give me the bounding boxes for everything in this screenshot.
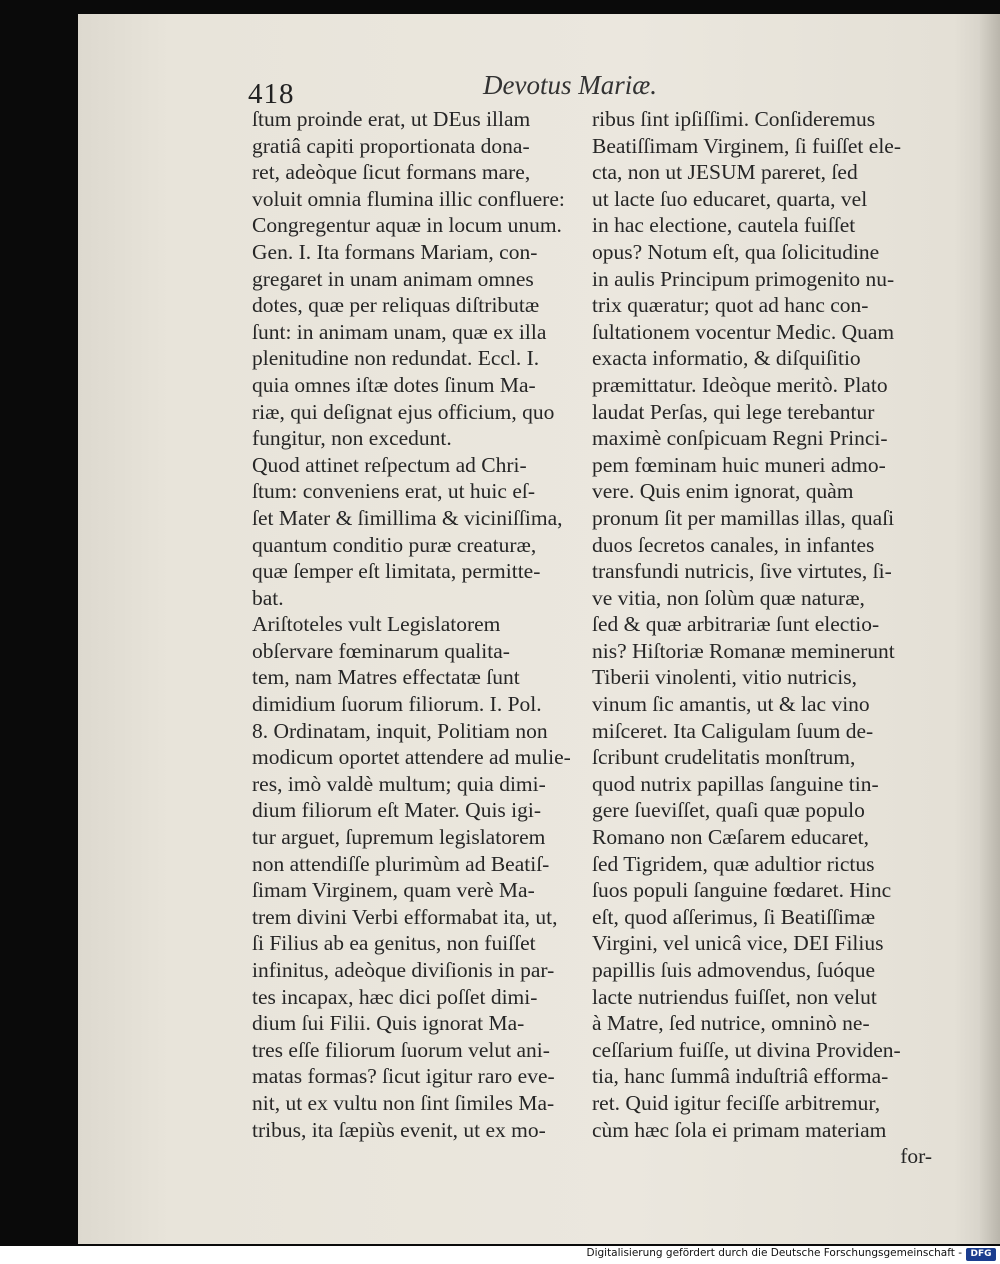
text-line: papillis ſuis admovendus, ſuóque (592, 958, 876, 982)
text-line: tur arguet, ſupremum legislatorem (252, 825, 546, 850)
text-line: ſcribunt crudelitatis monſtrum, (592, 745, 856, 770)
text-line: ſtum proinde erat, ut DEus illam (252, 107, 531, 131)
text-line: Ariſtoteles vult Legislatorem (252, 612, 501, 637)
text-line: gratiâ capiti proportionata dona- (252, 133, 530, 158)
catchword: for- (900, 1144, 932, 1169)
text-line: duos ſecretos canales, in infantes (592, 532, 875, 557)
text-line: Gen. I. Ita formans Mariam, con- (252, 239, 538, 264)
page-edge-shadow (980, 14, 1000, 1244)
text-line: ſed & quæ arbitrariæ ſunt electio- (592, 612, 880, 637)
text-line: 8. Ordinatam, inquit, Politiam non (252, 718, 548, 743)
text-line: exacta informatio, & diſquiſitio (592, 346, 861, 371)
text-line: non attendiſſe plurimùm ad Beatiſ- (252, 851, 550, 876)
text-line: nit, ut ex vultu non ſint ſimiles Ma- (252, 1090, 555, 1115)
right-text-column (592, 106, 932, 1170)
text-line: quod nutrix papillas ſanguine tin- (592, 771, 879, 796)
page-number: 418 (248, 78, 295, 110)
text-line: gregaret in unam animam omnes (252, 266, 534, 291)
text-line: maximè conſpicuam Regni Princi- (592, 426, 888, 451)
text-line: dium filiorum eſt Mater. Quis igi- (252, 798, 542, 823)
text-line: riæ, qui deſignat ejus officium, quo (252, 399, 555, 424)
text-line: præmittatur. Ideòque meritò. Plato (592, 372, 888, 397)
text-line: nis? Hiſtoriæ Romanæ meminerunt (592, 638, 895, 663)
text-line: tia, hanc ſummâ induſtriâ efforma- (592, 1064, 889, 1089)
text-line: ribus ſint ipſiſſimi. Conſideremus (592, 107, 876, 131)
text-line: dium ſui Filii. Quis ignorat Ma- (252, 1011, 525, 1036)
text-line: infinitus, adeòque diviſionis in par- (252, 958, 555, 982)
text-line: res, imò valdè multum; quia dimi- (252, 771, 546, 796)
text-line: vere. Quis enim ignorat, quàm (592, 479, 854, 504)
text-line: dimidium ſuorum filiorum. I. Pol. (252, 692, 542, 717)
text-line: in aulis Principum primogenito nu- (592, 266, 895, 291)
text-line: tes incapax, hæc dici poſſet dimi- (252, 984, 538, 1009)
text-line: voluit omnia flumina illic confluere: (252, 186, 565, 211)
running-head: Devotus Mariæ. (483, 70, 657, 100)
text-line: tem, nam Matres effectatæ ſunt (252, 665, 520, 690)
text-line: ret, adeòque ſicut formans mare, (252, 160, 531, 185)
text-line: miſceret. Ita Caligulam ſuum de- (592, 718, 874, 743)
text-line: Romano non Cæſarem educaret, (592, 825, 870, 850)
text-line: quæ ſemper eſt limitata, permitte- (252, 559, 541, 584)
text-line: ret. Quid igitur feciſſe arbitremur, (592, 1090, 881, 1115)
text-line: ſultationem vocentur Medic. Quam (592, 319, 895, 344)
text-line: ſet Mater & ſimillima & viciniſſima, (252, 505, 563, 530)
text-line: Beatiſſimam Virginem, ſi fuiſſet ele- (592, 133, 901, 158)
text-line: bat. (252, 585, 284, 610)
text-line: gere ſueviſſet, quaſi quæ populo (592, 798, 865, 823)
text-line: opus? Notum eſt, qua ſolicitudine (592, 239, 880, 264)
text-line: tres eſſe filiorum ſuorum velut ani- (252, 1037, 550, 1062)
dfg-logo: DFG (966, 1248, 996, 1261)
text-line: lacte nutriendus fuiſſet, non velut (592, 984, 877, 1009)
text-line: laudat Perſas, qui lege terebantur (592, 399, 875, 424)
text-line: ve vitia, non ſolùm quæ naturæ, (592, 585, 865, 610)
text-line: tribus, ita ſæpiùs evenit, ut ex mo- (252, 1117, 546, 1142)
text-line: Tiberii vinolenti, vitio nutricis, (592, 665, 857, 690)
text-line: pem fœminam huic muneri admo- (592, 452, 886, 477)
text-line: ſed Tigridem, quæ adultior rictus (592, 851, 875, 876)
text-line: eſt, quod aſſerimus, ſi Beatiſſimæ (592, 904, 876, 929)
text-line: quia omnes iſtæ dotes ſinum Ma- (252, 372, 536, 397)
text-line: dotes, quæ per reliquas diſtributæ (252, 293, 540, 318)
text-line: vinum ſic amantis, ut & lac vino (592, 692, 870, 717)
text-line: matas formas? ſicut igitur raro eve- (252, 1064, 555, 1089)
text-line: cta, non ut JESUM pareret, ſed (592, 160, 858, 185)
text-line: plenitudine non redundat. Eccl. I. (252, 346, 540, 371)
text-line: à Matre, ſed nutrice, omninò ne- (592, 1011, 870, 1036)
left-text-column (252, 106, 578, 1143)
text-line: transfundi nutricis, ſive virtutes, ſi- (592, 559, 892, 584)
funding-credit: Digitalisierung gefördert durch die Deutsche Forschungsgemeinschaft - (586, 1247, 962, 1259)
text-line: Quod attinet reſpectum ad Chri- (252, 452, 527, 477)
text-line: ut lacte ſuo educaret, quarta, vel (592, 186, 868, 211)
text-line: in hac electione, cautela fuiſſet (592, 213, 856, 238)
text-line: trem divini Verbi efformabat ita, ut, (252, 904, 558, 929)
text-line: Virgini, vel unicâ vice, DEI Filius (592, 931, 884, 956)
text-line: obſervare fœminarum qualita- (252, 638, 510, 663)
text-line: ſimam Virginem, quam verè Ma- (252, 878, 535, 903)
text-line: quantum conditio puræ creaturæ, (252, 532, 537, 557)
text-line: pronum ſit per mamillas illas, quaſi (592, 505, 895, 530)
text-line: ſunt: in animam unam, quæ ex illa (252, 319, 547, 344)
text-line: trix quæratur; quot ad hanc con- (592, 293, 869, 318)
text-line: ſuos populi ſanguine fœdaret. Hinc (592, 878, 892, 903)
text-line: fungitur, non excedunt. (252, 426, 452, 451)
text-line: ſi Filius ab ea genitus, non fuiſſet (252, 931, 536, 956)
text-line: cùm hæc ſola ei primam materiam (592, 1117, 887, 1142)
text-line: ceſſarium fuiſſe, ut divina Providen- (592, 1037, 901, 1062)
text-line: Congregentur aquæ in locum unum. (252, 213, 562, 238)
text-line: ſtum: conveniens erat, ut huic eſ- (252, 479, 535, 504)
text-line: modicum oportet attendere ad mulie- (252, 745, 571, 770)
